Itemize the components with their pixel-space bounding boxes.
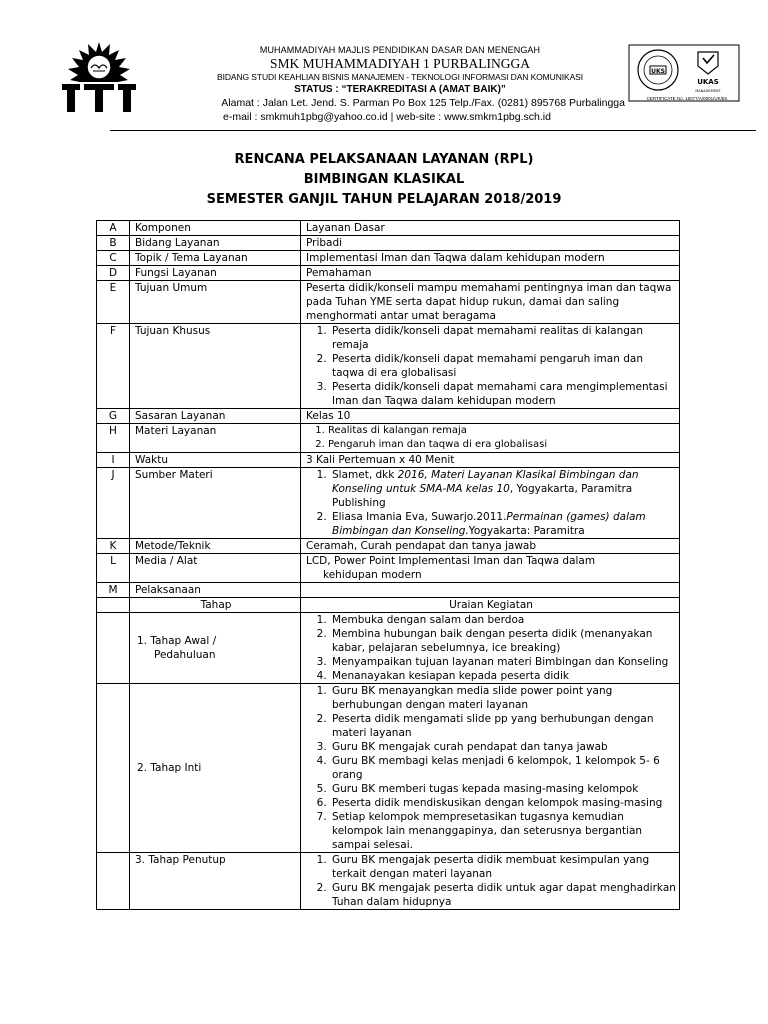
list-item: 1. Guru BK mengajak peserta didik membuat kesimpulan yang terkait dengan materi layanan — [330, 853, 676, 881]
list-item: 6. Peserta didik mendiskusikan dengan kelompok masing-masing — [330, 796, 676, 810]
media-line-1: LCD, Power Point Implementasi Iman dan Taqwa dalam — [306, 555, 596, 567]
row-value — [301, 424, 680, 453]
row-label: Sasaran Layanan — [130, 409, 301, 424]
row-label: Topik / Tema Layanan — [130, 251, 301, 266]
table-row — [97, 236, 680, 251]
stage-name — [130, 613, 301, 684]
sources-list — [306, 468, 676, 538]
table-row — [97, 221, 680, 236]
column-header-uraian: Uraian Kegiatan — [301, 598, 680, 613]
document-title — [0, 150, 768, 210]
pelaksanaan-header-row — [97, 598, 680, 613]
row-code: E — [97, 281, 130, 324]
stage-name: 3. Tahap Penutup — [130, 853, 301, 910]
row-code: F — [97, 324, 130, 409]
source-author: Eliasa Imania Eva, Suwarjo.2011. — [332, 511, 507, 523]
row-label: Media / Alat — [130, 554, 301, 583]
row-value — [301, 468, 680, 539]
row-code: H — [97, 424, 130, 453]
stage-steps — [301, 853, 680, 910]
list-item: 2. Peserta didik mengamati slide pp yang berhubungan dengan materi layanan — [330, 712, 676, 740]
row-code: K — [97, 539, 130, 554]
row-value: Implementasi Iman dan Taqwa dalam kehidupan modern — [301, 251, 680, 266]
row-label: Waktu — [130, 453, 301, 468]
school-name: SMK MUHAMMADIYAH 1 PURBALINGGA — [270, 56, 530, 71]
stage-name: 2. Tahap Inti — [130, 684, 301, 853]
muhammadiyah-logo — [58, 40, 140, 116]
title-line-1: RENCANA PELAKSANAAN LAYANAN (RPL) — [234, 152, 534, 167]
row-code: G — [97, 409, 130, 424]
letterhead-text — [175, 44, 625, 124]
list-item: 2. Peserta didik/konseli dapat memahami pengaruh iman dan taqwa di era globalisasi — [330, 352, 676, 380]
row-value: Pribadi — [301, 236, 680, 251]
row-value: Peserta didik/konseli mampu memahami pentingnya iman dan taqwa pada Tuhan YME serta dapat hidup rukun, damai dan saling menghormati antar umat beragama — [301, 281, 680, 324]
table-row — [97, 324, 680, 409]
row-value — [301, 554, 680, 583]
row-label: Metode/Teknik — [130, 539, 301, 554]
contact-info: e-mail : smkmuh1pbg@yahoo.co.id | web-site : www.smkm1pbg.sch.id — [223, 111, 551, 123]
source-author: Slamet, dkk — [332, 469, 398, 481]
source-item — [330, 510, 676, 538]
list-item: 3. Guru BK mengajak curah pendapat dan tanya jawab — [330, 740, 676, 754]
stage-steps — [301, 613, 680, 684]
row-code: J — [97, 468, 130, 539]
source-title: 2016, Materi Layanan Klasikal Bimbingan dan Konseling untuk SMA-MA kelas 10 — [332, 469, 639, 495]
certification-logos — [628, 44, 740, 102]
rpl-table — [96, 220, 680, 910]
row-value: 3 Kali Pertemuan x 40 Menit — [301, 453, 680, 468]
empty-cell — [97, 853, 130, 910]
letterhead — [0, 0, 768, 140]
source-publisher: , Yogyakarta, Paramitra Publishing — [332, 483, 633, 509]
table-row — [97, 554, 680, 583]
empty-cell — [97, 598, 130, 613]
stage-name-line: 1. Tahap Awal / — [137, 635, 217, 647]
row-label: Fungsi Layanan — [130, 266, 301, 281]
row-code: C — [97, 251, 130, 266]
certificate-number: CERTIFICATE No. 15077/A/0001/UK/En — [646, 96, 728, 101]
svg-text:MANAGEMENT: MANAGEMENT — [695, 89, 721, 93]
table-row — [97, 251, 680, 266]
table-row — [97, 468, 680, 539]
empty-cell — [97, 684, 130, 853]
row-value — [301, 324, 680, 409]
table-row — [97, 409, 680, 424]
row-value: Pemahaman — [301, 266, 680, 281]
svg-text:UKS: UKS — [651, 68, 665, 75]
list-item: 3. Menyampaikan tujuan layanan materi Bimbingan dan Konseling — [330, 655, 676, 669]
row-code: M — [97, 583, 130, 598]
row-code: D — [97, 266, 130, 281]
row-label: Bidang Layanan — [130, 236, 301, 251]
table-row — [97, 583, 680, 598]
table-row — [97, 539, 680, 554]
row-code: I — [97, 453, 130, 468]
stage-row — [97, 684, 680, 853]
steps-list — [306, 853, 676, 909]
accreditation-status: STATUS : “TERAKREDITASI A (AMAT BAIK)” — [294, 84, 506, 95]
svg-text:UKAS: UKAS — [697, 78, 719, 86]
row-label: Komponen — [130, 221, 301, 236]
row-label: Tujuan Khusus — [130, 324, 301, 409]
table-row — [97, 453, 680, 468]
letterhead-divider — [110, 130, 756, 131]
list-item: 5. Guru BK memberi tugas kepada masing-masing kelompok — [330, 782, 676, 796]
steps-list — [306, 613, 676, 683]
row-value — [301, 583, 680, 598]
source-publisher: Yogyakarta: Paramitra — [468, 525, 585, 537]
material-list — [306, 424, 676, 452]
row-label: Tujuan Umum — [130, 281, 301, 324]
stage-row — [97, 853, 680, 910]
list-item: 1. Membuka dengan salam dan berdoa — [330, 613, 676, 627]
row-label: Pelaksanaan — [130, 583, 301, 598]
stage-steps — [301, 684, 680, 853]
list-item: 4. Guru BK membagi kelas menjadi 6 kelompok, 1 kelompok 5- 6 orang — [330, 754, 676, 782]
row-label: Materi Layanan — [130, 424, 301, 453]
row-label: Sumber Materi — [130, 468, 301, 539]
list-item: 3. Peserta didik/konseli dapat memahami cara mengimplementasi Iman dan Taqwa dalam kehidupan modern — [330, 380, 676, 408]
title-line-3: SEMESTER GANJIL TAHUN PELAJARAN 2018/2019 — [206, 192, 562, 207]
empty-cell — [97, 613, 130, 684]
source-title: Permainan (games) dalam Bimbingan dan Konseling. — [332, 511, 646, 537]
address: Alamat : Jalan Let. Jend. S. Parman Po Box 125 Telp./Fax. (0281) 895768 Purbalingga — [221, 97, 625, 109]
list-item: 2. Guru BK mengajak peserta didik untuk agar dapat menghadirkan Tuhan dalam hidupnya — [330, 881, 676, 909]
stage-name-line: Pedahuluan — [154, 649, 216, 661]
row-code: L — [97, 554, 130, 583]
stage-row — [97, 613, 680, 684]
row-value: Ceramah, Curah pendapat dan tanya jawab — [301, 539, 680, 554]
organization-line: MUHAMMADIYAH MAJLIS PENDIDIKAN DASAR DAN MENENGAH — [259, 45, 541, 55]
list-item: 1. Peserta didik/konseli dapat memahami realitas di kalangan remaja — [330, 324, 676, 352]
media-line-2: kehidupan modern — [323, 569, 422, 581]
column-header-tahap: Tahap — [130, 598, 301, 613]
list-item: 7. Setiap kelompok mempresetasikan tugasnya kemudian kelompok lain menanggapinya, dan seterusnya bergantian sampai selesai. — [330, 810, 676, 852]
row-value: Layanan Dasar — [301, 221, 680, 236]
list-item: 1. Guru BK menayangkan media slide power point yang berhubungan dengan materi layanan — [330, 684, 676, 712]
steps-list — [306, 684, 676, 852]
table-row — [97, 266, 680, 281]
row-code: A — [97, 221, 130, 236]
row-value: Kelas 10 — [301, 409, 680, 424]
table-row — [97, 281, 680, 324]
table-row — [97, 424, 680, 453]
row-code: B — [97, 236, 130, 251]
list-item: 2. Membina hubungan baik dengan peserta didik (menanyakan kabar, pelajaran sebelumnya, ice breaking) — [330, 627, 676, 655]
source-item — [330, 468, 676, 510]
list-item: 1. Realitas di kalangan remaja — [328, 424, 676, 438]
list-item: 2. Pengaruh iman dan taqwa di era globalisasi — [328, 438, 676, 452]
title-line-2: BIMBINGAN KLASIKAL — [303, 172, 465, 187]
objectives-list — [306, 324, 676, 408]
field-of-study: BIDANG STUDI KEAHLIAN BISNIS MANAJEMEN - TEKNOLOGI INFORMASI DAN KOMUNIKASI — [217, 72, 583, 82]
list-item: 4. Menanayakan kesiapan kepada peserta didik — [330, 669, 676, 683]
